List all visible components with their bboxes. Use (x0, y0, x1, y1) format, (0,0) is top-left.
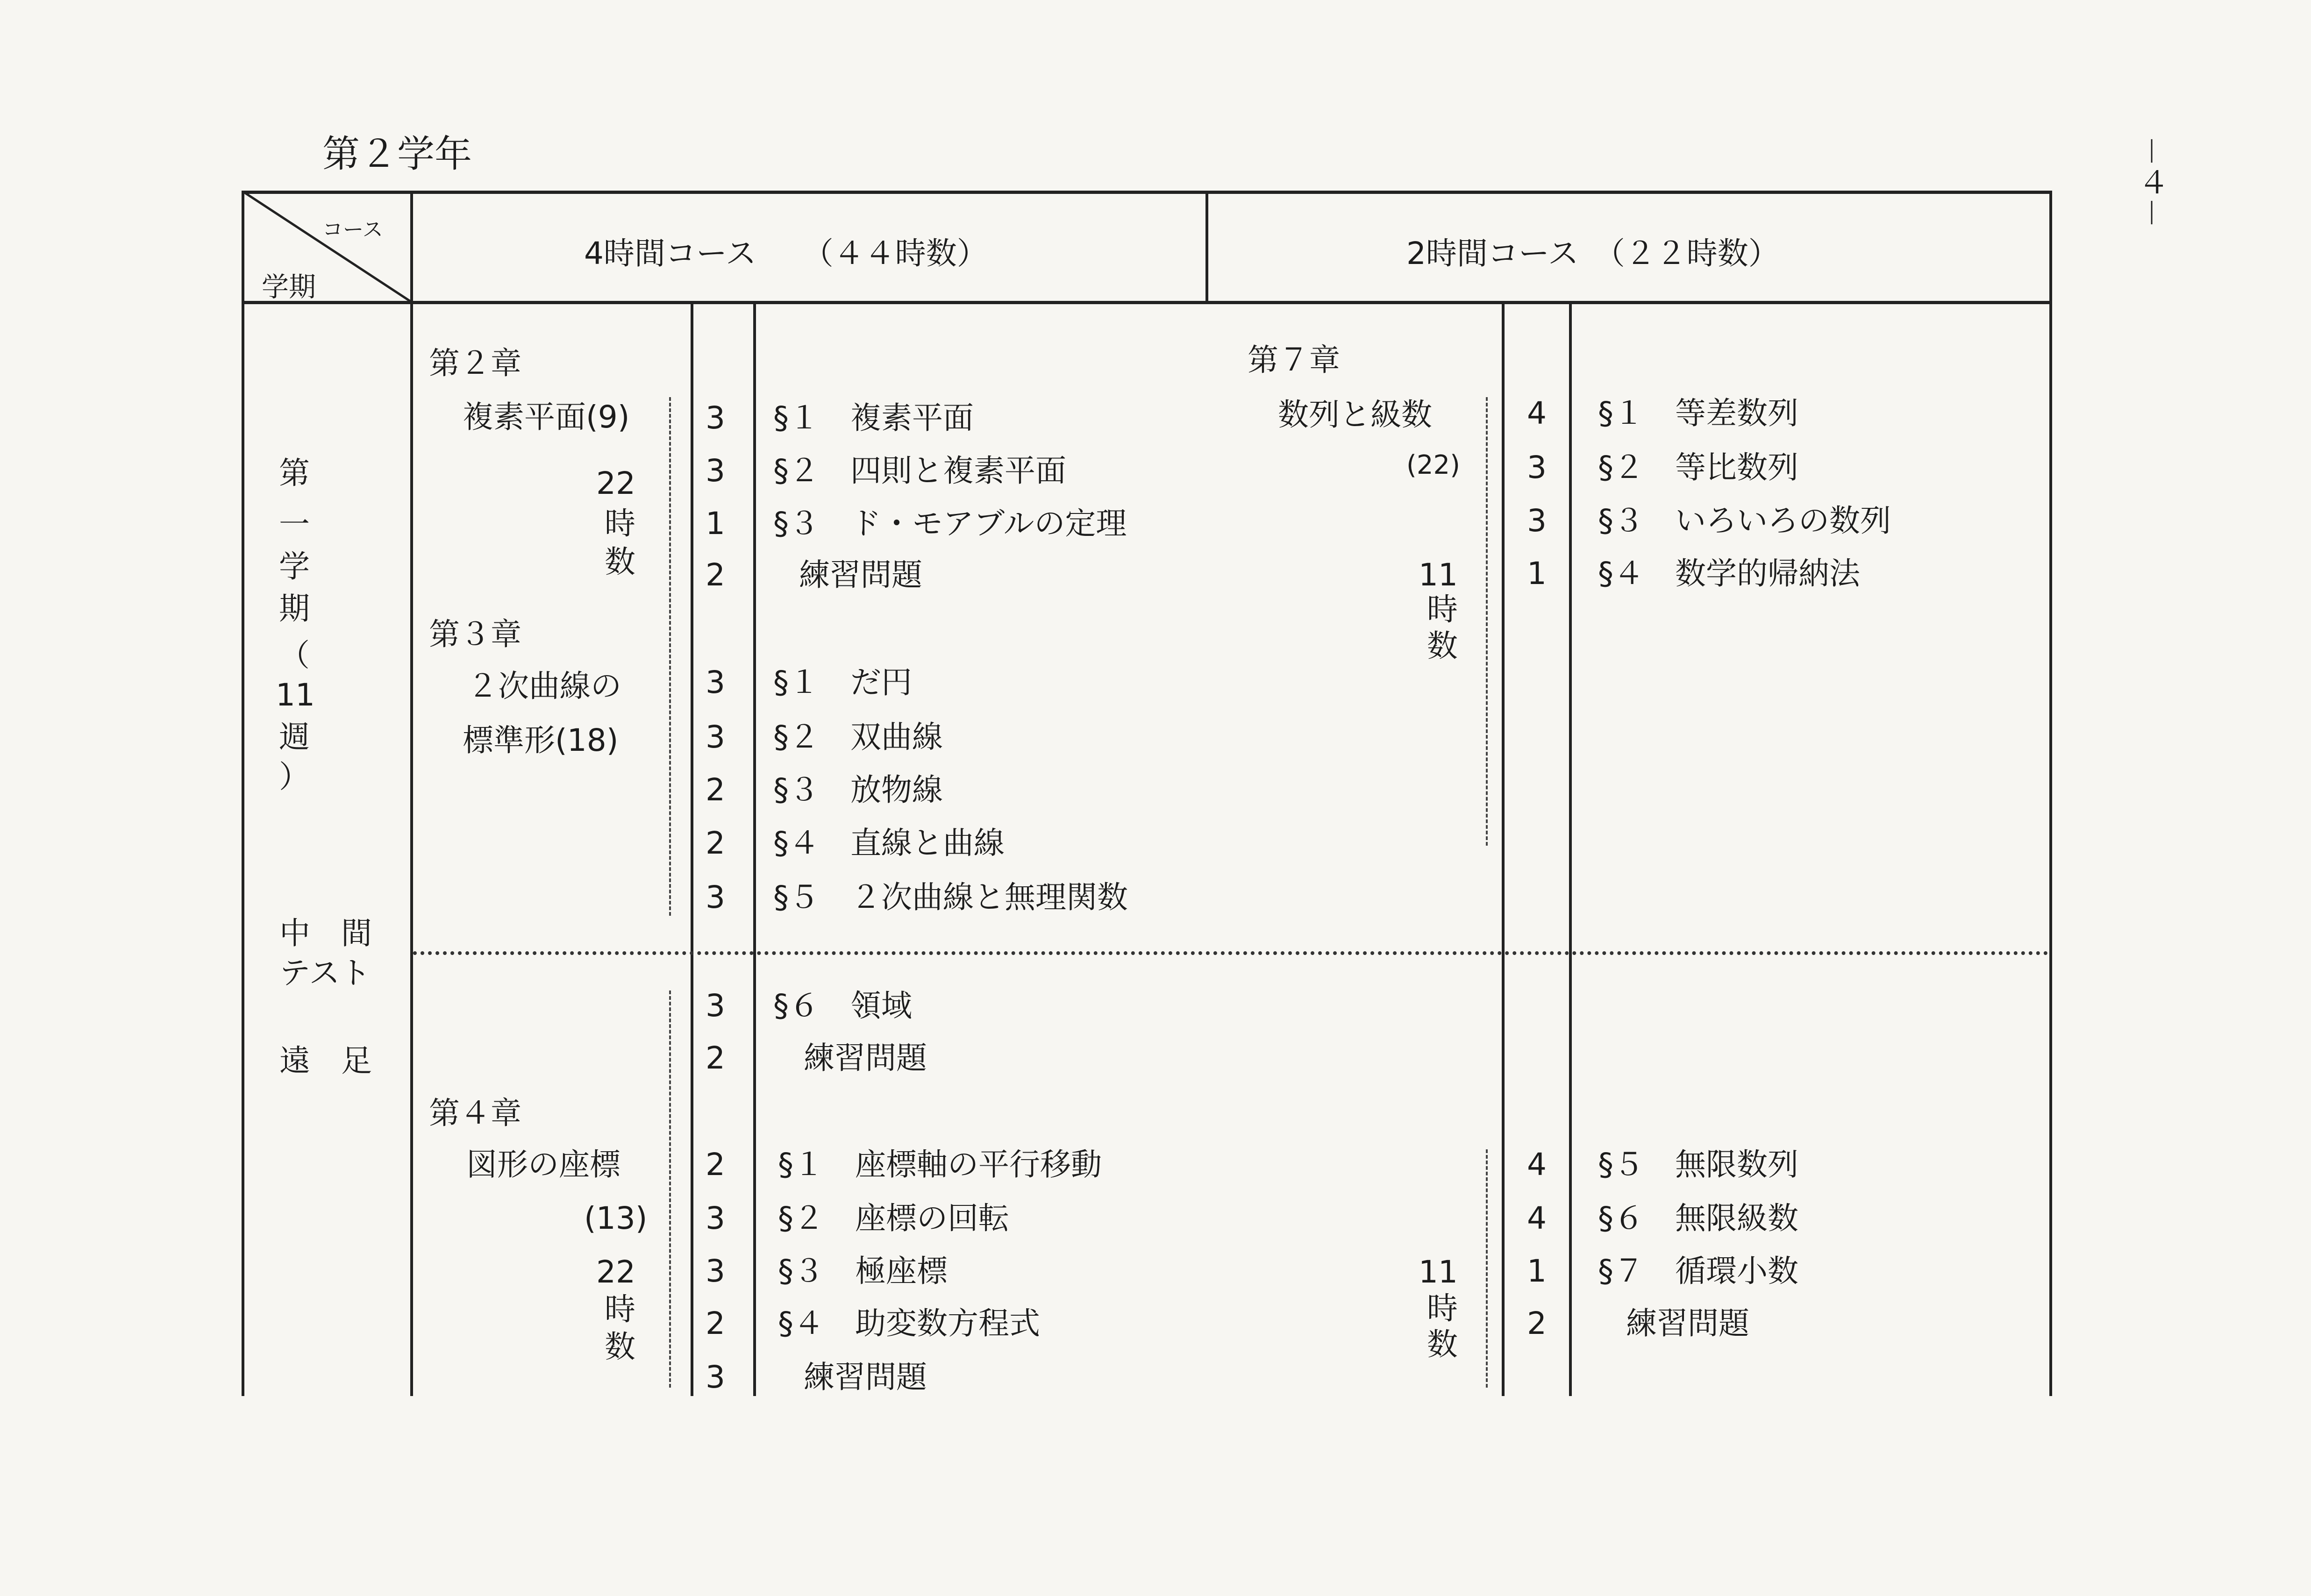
topic-cell: §５ ２次曲線と無理関数 (773, 879, 1128, 915)
hours-cell: 3 (706, 400, 725, 436)
midterm-label: 中 間 (279, 915, 372, 951)
hours-cell: 1 (706, 506, 725, 542)
table-right-border (2049, 191, 2052, 1396)
term-char: 一 (279, 506, 310, 542)
header-bottom-border (243, 301, 2051, 304)
topic-cell: §５ 無限数列 (1598, 1147, 1798, 1183)
topic-cell: §４ 直線と曲線 (773, 825, 1005, 861)
page-number: －４－ (2133, 135, 2169, 228)
course4-header: 4時間コース （４４時数） (584, 235, 988, 271)
chapter-title: 第３章 (429, 616, 521, 652)
midterm-dotted-line (413, 951, 2048, 955)
hours-cell: 1 (1527, 1253, 1547, 1289)
hours-total: 数 (605, 544, 635, 580)
topic-cell: §２ 双曲線 (773, 719, 943, 755)
hours-cell: 3 (706, 1359, 725, 1395)
topic-cell: §３ 極座標 (778, 1253, 948, 1289)
table-top-border (243, 191, 2051, 194)
hours-total: 22 (596, 465, 635, 501)
topic-cell: §６ 無限級数 (1598, 1200, 1798, 1236)
hours-total: 22 (596, 1254, 635, 1290)
topic-cell: §６ 領域 (773, 988, 912, 1024)
term-char: 学 (279, 549, 310, 584)
hours-cell: 2 (706, 825, 725, 861)
chapter-hours: (22) (1406, 450, 1460, 480)
term-char: 週 (279, 719, 310, 755)
course2-header: 2時間コース （２２時数） (1406, 235, 1779, 271)
topic-cell: §１ 等差数列 (1598, 395, 1798, 431)
chapter-name: 数列と級数 (1278, 397, 1432, 433)
topic-cell: §４ 助変数方程式 (778, 1305, 1040, 1341)
hours-cell: 3 (706, 879, 725, 915)
hours-cell: 2 (706, 772, 725, 808)
course-divider (1205, 191, 1208, 301)
topic-cell: §４ 数学的帰納法 (1598, 556, 1860, 591)
hours-cell: 3 (706, 988, 725, 1024)
chapter-name: ２次曲線の (467, 668, 621, 704)
c2-hours-right-border (1569, 301, 1572, 1396)
hours-cell: 2 (706, 1305, 725, 1341)
hours-total: 時 (605, 1291, 635, 1327)
term-char: （ (279, 637, 310, 673)
hours-cell: 2 (706, 557, 725, 593)
corner-course-label: コース (322, 218, 383, 242)
chapter-name: 標準形(18) (463, 722, 619, 758)
hours-cell: 1 (1527, 556, 1547, 591)
hours-cell: 4 (1527, 395, 1547, 431)
topic-cell: 練習問題 (799, 557, 922, 593)
topic-cell: §３ ド・モアブルの定理 (773, 506, 1127, 542)
topic-cell: §３ 放物線 (773, 772, 943, 808)
topic-cell: §１ 座標軸の平行移動 (778, 1147, 1102, 1183)
hours-total: 時 (1427, 1290, 1458, 1326)
hours-cell: 3 (706, 453, 725, 489)
chapter-hours: (13) (584, 1200, 648, 1236)
c2-hours-left-border (1502, 301, 1505, 1396)
hours-cell: 2 (1527, 1305, 1547, 1341)
chapter-name: 図形の座標 (466, 1147, 621, 1183)
term-char: 11 (276, 677, 315, 713)
hours-cell: 4 (1527, 1200, 1547, 1236)
hours-total: 11 (1419, 1254, 1458, 1290)
topic-cell: §７ 循環小数 (1598, 1253, 1798, 1289)
bracket (669, 990, 671, 1388)
corner-term-label: 学期 (262, 271, 316, 303)
c4-hours-right-border (753, 301, 756, 1396)
c4-hours-left-border (691, 301, 693, 1396)
term-char: 第 (279, 455, 310, 491)
hours-cell: 3 (1527, 503, 1547, 539)
hours-cell: 3 (706, 1253, 725, 1289)
topic-cell: §３ いろいろの数列 (1598, 503, 1891, 539)
chapter-title: 第４章 (429, 1095, 521, 1131)
hours-cell: 4 (1527, 1147, 1547, 1183)
hours-total: 数 (605, 1329, 635, 1365)
chapter-title: 第７章 (1248, 342, 1340, 378)
hours-cell: 3 (706, 719, 725, 755)
topic-cell: 練習問題 (1626, 1305, 1749, 1341)
topic-cell: §１ だ円 (773, 664, 912, 700)
hours-total: 数 (1427, 628, 1458, 664)
midterm-label: テスト (279, 955, 371, 991)
chapter-title: 第２章 (429, 345, 521, 381)
hours-total: 時 (1427, 591, 1458, 627)
term-char: 期 (279, 591, 310, 627)
chapter-name: 複素平面(9) (463, 399, 630, 435)
hours-cell: 2 (706, 1040, 725, 1076)
topic-cell: §２ 四則と複素平面 (773, 453, 1066, 489)
hours-total: 11 (1419, 557, 1458, 593)
topic-cell: §２ 座標の回転 (778, 1200, 1009, 1236)
hours-cell: 3 (706, 664, 725, 700)
page-title: 第２学年 (322, 132, 472, 176)
hours-cell: 2 (706, 1147, 725, 1183)
bracket (669, 397, 671, 916)
bracket (1486, 1149, 1488, 1388)
topic-cell: 練習問題 (804, 1359, 927, 1395)
excursion-label: 遠 足 (279, 1043, 372, 1079)
hours-total: 数 (1427, 1326, 1458, 1362)
hours-cell: 3 (1527, 449, 1547, 485)
topic-cell: §２ 等比数列 (1598, 449, 1798, 485)
hours-total: 時 (605, 506, 635, 542)
topic-cell: 練習問題 (804, 1040, 927, 1076)
term-char: ） (279, 759, 310, 795)
table-left-border (242, 191, 244, 1396)
term-column-border (410, 191, 413, 1396)
topic-cell: §１ 複素平面 (773, 400, 974, 436)
bracket (1486, 397, 1488, 846)
hours-cell: 3 (706, 1200, 725, 1236)
